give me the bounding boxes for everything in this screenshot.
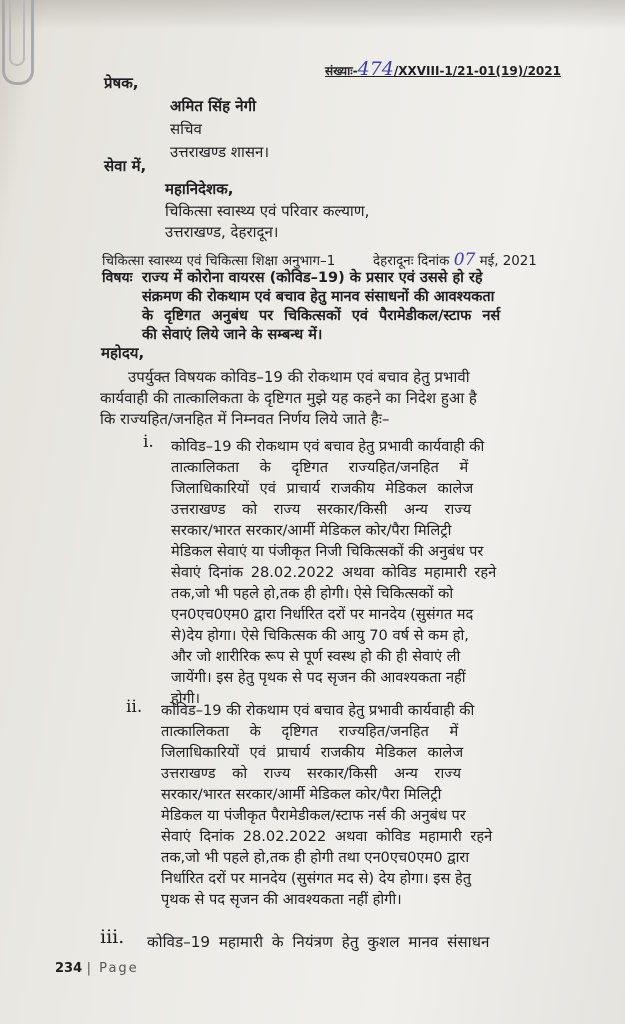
reference-suffix: /XXVIII-1/21-01(19)/2021	[393, 64, 561, 78]
point-ii-line: तात्कालिकता के दृष्टिगत राज्यहित/जनहित में	[161, 723, 459, 740]
page-footer	[55, 961, 139, 976]
intro-line-3: कि राज्यहित/जनहित में निम्नवत निर्णय लिये जाते हैः–	[100, 410, 390, 428]
point-ii-line: मेडिकल या पंजीकृत पैरामेडीकल/स्टाफ नर्स की अनुबंध पर	[161, 807, 466, 824]
point-ii-numeral: ii.	[126, 697, 143, 717]
subject-line-3: के दृष्टिगत अनुबंध पर चिकित्सकों एवं पैरामेडीकल/स्टाफ नर्स	[142, 308, 501, 324]
point-i-line: तात्कालिकता के दृष्टिगत राज्यहित/जनहित में	[171, 459, 469, 476]
point-i-text	[171, 436, 551, 709]
reference-number	[325, 58, 561, 80]
point-i-line: जायेंगी। इस हेतु पृथक से पद सृजन की आवश्यकता नहीं	[171, 669, 466, 686]
point-iii-numeral: iii.	[100, 926, 125, 948]
sender-office: उत्तराखण्ड शासन।	[170, 143, 270, 161]
salutation: महोदय,	[101, 344, 145, 362]
point-ii-line: कोविड–19 की रोकथाम एवं बचाव हेतु प्रभावी कार्यवाही की	[161, 702, 475, 719]
point-ii-line: पृथक से पद सृजन की आवश्यकता नहीं होगी।	[161, 891, 402, 908]
recipient-place: उत्तराखण्ड, देहरादून।	[165, 223, 279, 241]
point-i-line: जिलाधिकारियों एवं प्राचार्य राजकीय मेडिकल कालेज	[171, 480, 474, 497]
point-i-line: मेडिकल सेवाएं या पंजीकृत निजी चिकित्सकों की अनुबंध पर	[171, 543, 484, 560]
date-handwritten-day: 07	[453, 250, 476, 270]
point-i-numeral: i.	[143, 432, 154, 452]
point-i-line: एन0एच0एम0 द्वारा निर्धारित दरों पर मानदेय (सुसंगत मद	[171, 606, 474, 623]
reference-handwritten-number: 474	[357, 58, 394, 80]
point-i-line: सरकार/भारत सरकार/आर्मी मेडिकल कोर/पैरा मिलिट्री	[171, 522, 452, 539]
sender-name: अमित सिंह नेगी	[170, 97, 256, 115]
point-ii-line: निर्धारित दरों पर मानदेय (सुसंगत मद से) देय होगा। इस हेतु	[161, 870, 472, 887]
point-i-line: कोविड–19 की रोकथाम एवं बचाव हेतु प्रभावी कार्यवाही की	[171, 438, 485, 455]
date-rest: मई, 2021	[479, 254, 537, 269]
subject-line-2: संक्रमण की रोकथाम एवं बचाव हेतु मानव संसाधनों की आवश्यकता	[142, 289, 495, 305]
recipient-department: चिकित्सा स्वास्थ्य एवं परिवार कल्याण,	[165, 202, 370, 220]
letter-date	[373, 251, 537, 271]
point-i-line: और जो शारीरिक रूप से पूर्ण स्वस्थ हो की ही सेवाएं ली	[171, 648, 461, 665]
reference-prefix: संख्याः-	[325, 64, 358, 78]
point-i-line: तक,जो भी पहले हो,तक ही होगी। ऐसे चिकित्सकों को	[171, 585, 454, 602]
point-i-line: से)देय होगा। ऐसे चिकित्सक की आयु 70 वर्ष से कम हो,	[171, 627, 469, 644]
point-ii-line: उत्तराखण्ड को राज्य सरकार/किसी अन्य राज्य	[161, 765, 462, 782]
subject-line-1: राज्य में कोरोना वायरस (कोविड–19) के प्रसार एवं उससे हो रहे	[142, 270, 483, 286]
section-name: चिकित्सा स्वास्थ्य एवं चिकित्सा शिक्षा अनुभाग–1	[102, 254, 336, 269]
sender-label: प्रेषक,	[104, 74, 139, 92]
point-i-line: सेवाएं दिनांक 28.02.2022 अथवा कोविड महामारी रहने	[171, 564, 497, 581]
intro-line-2: कार्यवाही की तात्कालिकता के दृष्टिगत मुझे यह कहने का निदेश हुआ है	[100, 389, 477, 407]
sender-designation: सचिव	[170, 120, 202, 138]
page-shadow	[0, 0, 625, 30]
date-prefix: देहरादूनः दिनांक	[373, 254, 450, 269]
page-label: | Page	[86, 961, 139, 976]
point-ii-line: सेवाएं दिनांक 28.02.2022 अथवा कोविड महामारी रहने	[161, 828, 493, 845]
point-i-line: उत्तराखण्ड को राज्य सरकार/किसी अन्य राज्य	[171, 501, 472, 518]
page-number: 234	[55, 961, 83, 976]
recipient-label: सेवा में,	[104, 157, 147, 175]
recipient-title: महानिदेशक,	[165, 180, 234, 198]
point-i-line: होगी।	[171, 690, 201, 707]
point-ii-line: तक,जो भी पहले हो,तक ही होगी तथा एन0एच0एम0 द्वारा	[161, 849, 470, 866]
point-iii-line: कोविड–19 महामारी के नियंत्रण हेतु कुशल मानव संसाधन	[147, 933, 490, 951]
paper-clip-inner	[9, 0, 25, 66]
point-ii-text	[161, 700, 553, 910]
point-ii-line: जिलाधिकारियों एवं प्राचार्य राजकीय मेडिकल कालेज	[161, 744, 464, 761]
subject-label: विषयः	[102, 270, 133, 286]
intro-line-1: उपर्युक्त विषयक कोविड–19 की रोकथाम एवं बचाव हेतु प्रभावी	[128, 368, 470, 386]
point-ii-line: सरकार/भारत सरकार/आर्मी मेडिकल कोर/पैरा मिलिट्री	[161, 786, 442, 803]
subject-line-4: की सेवाएं लिये जाने के सम्बन्ध में।	[142, 327, 323, 343]
